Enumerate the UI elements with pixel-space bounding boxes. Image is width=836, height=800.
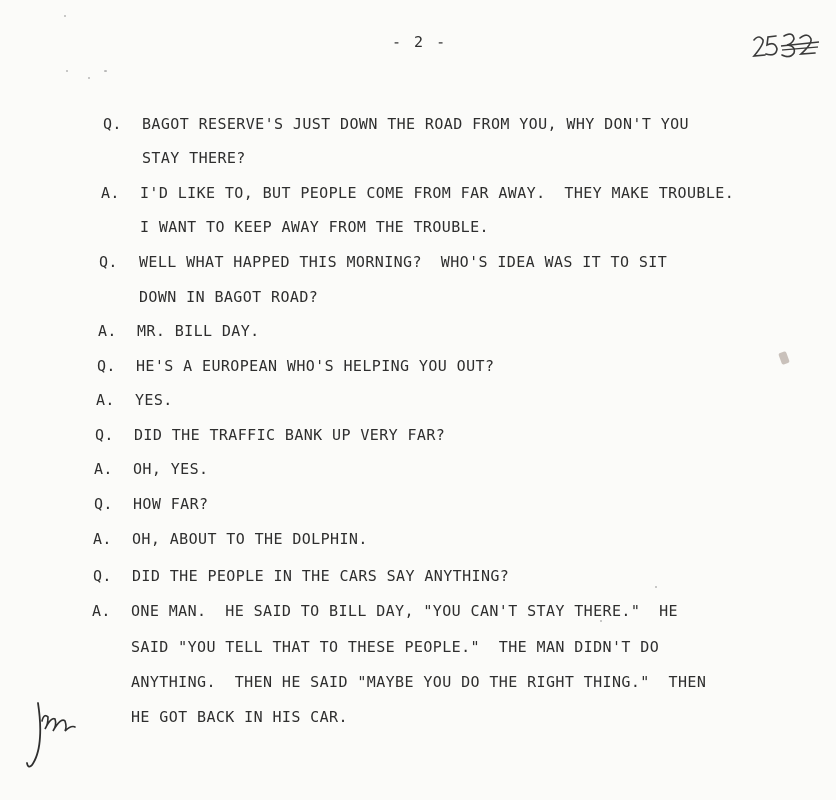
speaker-label: Q. — [95, 426, 114, 444]
speaker-label: Q. — [103, 115, 122, 133]
dialogue-line: ANYTHING. THEN HE SAID "MAYBE YOU DO THE RIGHT THING." THEN — [131, 673, 707, 691]
paper-speck — [64, 15, 66, 17]
page-number: - 2 - — [392, 33, 448, 51]
paper-speck — [600, 620, 602, 622]
dialogue-line: DID THE PEOPLE IN THE CARS SAY ANYTHING? — [132, 567, 510, 585]
speaker-label: Q. — [94, 495, 113, 513]
speaker-label: A. — [92, 602, 111, 620]
dialogue-line: WELL WHAT HAPPED THIS MORNING? WHO'S IDEA WAS IT TO SIT — [139, 253, 668, 271]
dialogue-line: MR. BILL DAY. — [137, 322, 260, 340]
dialogue-line: SAID "YOU TELL THAT TO THESE PEOPLE." THE MAN DIDN'T DO — [131, 638, 660, 656]
speaker-label: A. — [101, 184, 120, 202]
dialogue-line: I WANT TO KEEP AWAY FROM THE TROUBLE. — [140, 218, 489, 236]
dialogue-line: STAY THERE? — [142, 149, 246, 167]
speaker-label: Q. — [93, 567, 112, 585]
dialogue-line: OH, ABOUT TO THE DOLPHIN. — [132, 530, 368, 548]
paper-speck — [104, 70, 107, 72]
dialogue-line: HE GOT BACK IN HIS CAR. — [131, 708, 348, 726]
dialogue-line: OH, YES. — [133, 460, 209, 478]
dialogue-line: DID THE TRAFFIC BANK UP VERY FAR? — [134, 426, 446, 444]
handwritten-initials — [24, 695, 84, 775]
dialogue-line: YES. — [135, 391, 173, 409]
speaker-label: A. — [98, 322, 117, 340]
paper-speck — [88, 77, 90, 79]
paper-speck — [655, 586, 657, 588]
speaker-label: A. — [96, 391, 115, 409]
speaker-label: Q. — [99, 253, 118, 271]
speaker-label: A. — [93, 530, 112, 548]
dialogue-line: HOW FAR? — [133, 495, 209, 513]
dialogue-line: HE'S A EUROPEAN WHO'S HELPING YOU OUT? — [136, 357, 495, 375]
dialogue-line: BAGOT RESERVE'S JUST DOWN THE ROAD FROM YOU, WHY DON'T YOU — [142, 115, 689, 133]
dialogue-line: I'D LIKE TO, BUT PEOPLE COME FROM FAR AWAY. THEY MAKE TROUBLE. — [140, 184, 735, 202]
dialogue-line: ONE MAN. HE SAID TO BILL DAY, "YOU CAN'T STAY THERE." HE — [131, 602, 678, 620]
dialogue-line: DOWN IN BAGOT ROAD? — [139, 288, 319, 306]
paper-speck — [66, 70, 68, 72]
speaker-label: A. — [94, 460, 113, 478]
speaker-label: Q. — [97, 357, 116, 375]
